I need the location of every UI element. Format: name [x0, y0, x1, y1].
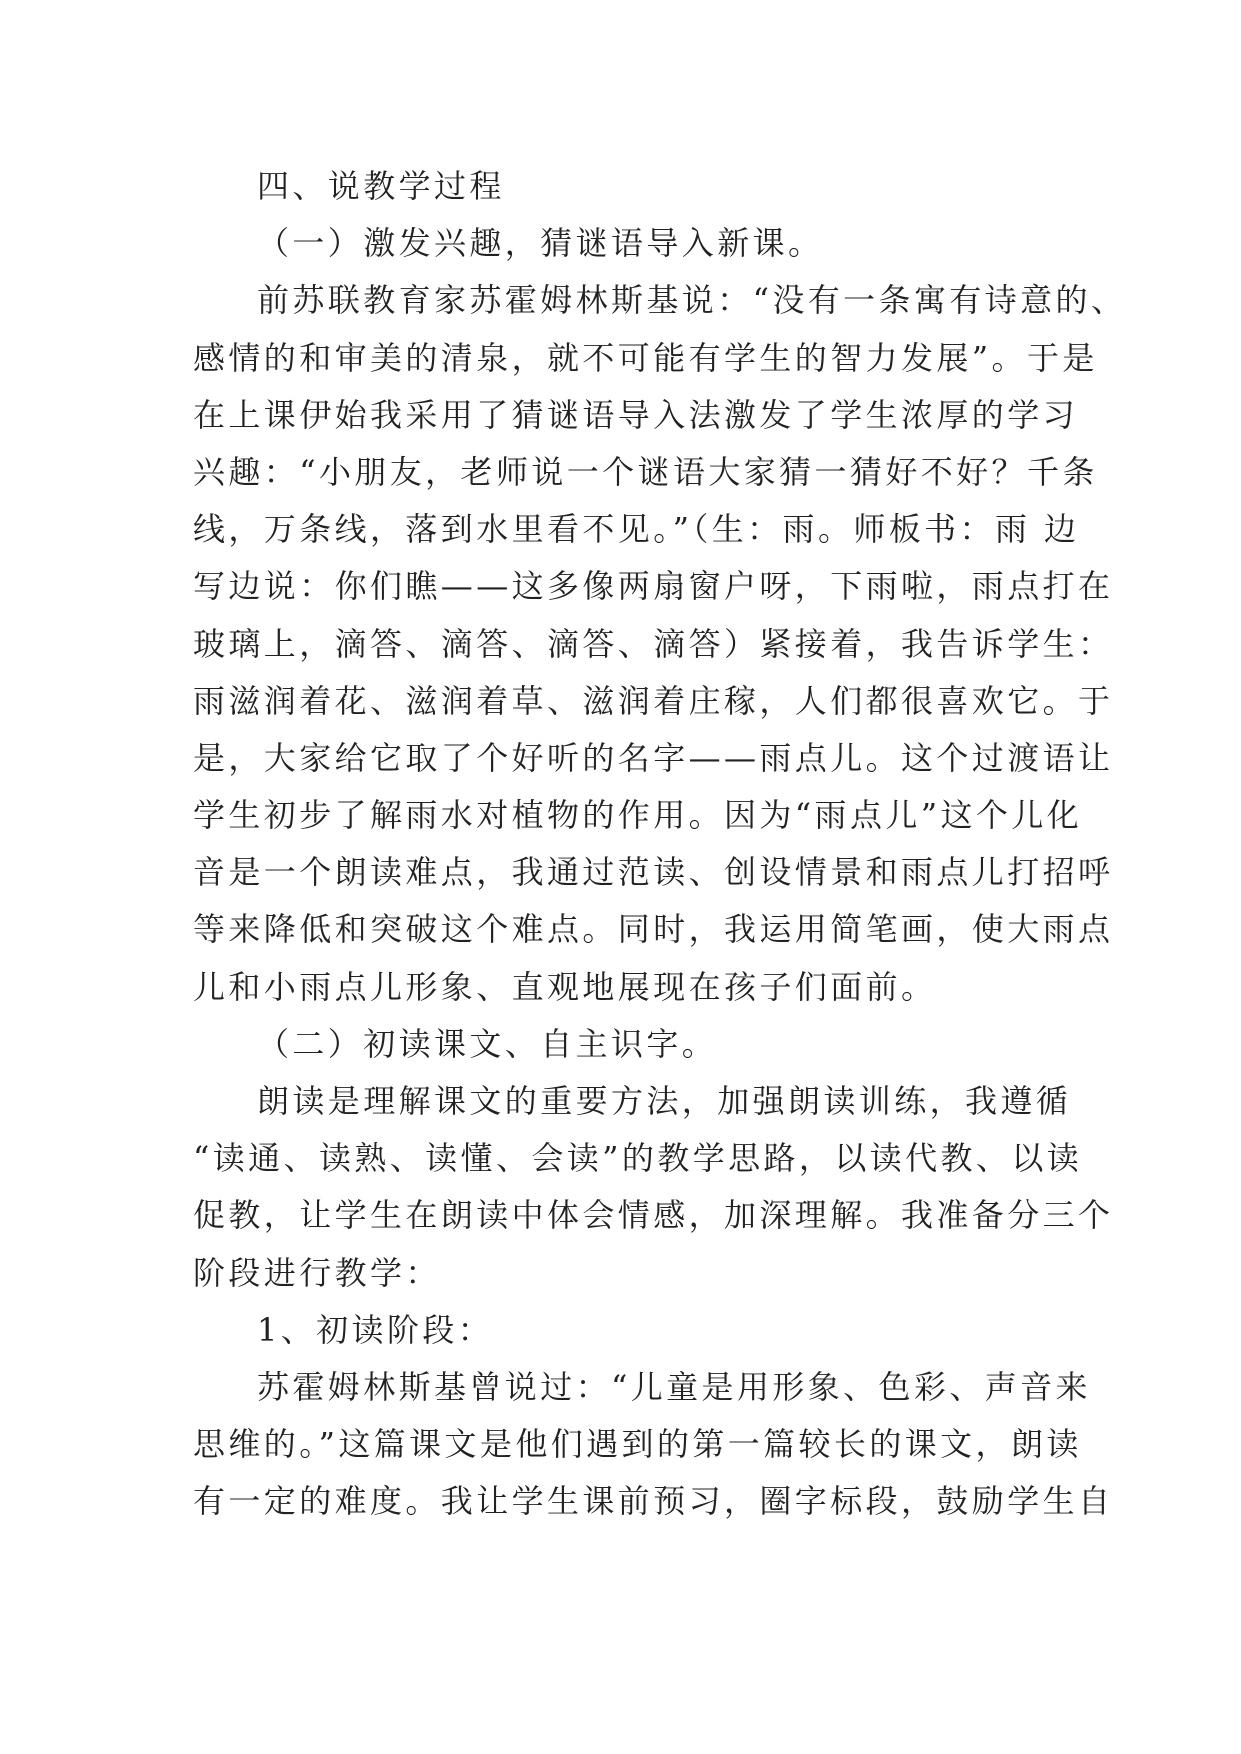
- paragraph-line: 感情的和审美的清泉，就不可能有学生的智力发展”。于是: [193, 338, 1098, 377]
- paragraph-line: 思维的。”这篇课文是他们遇到的第一篇较长的课文，朗读: [193, 1425, 1082, 1464]
- paragraph-line: 兴趣：“小朋友，老师说一个谜语大家猜一猜好不好？千条: [193, 452, 1098, 491]
- paragraph-line: 阶段进行教学：: [193, 1253, 441, 1292]
- paragraph-line: 等来降低和突破这个难点。同时，我运用简笔画，使大雨点: [193, 910, 1114, 949]
- document-body: [193, 158, 1127, 1531]
- paragraph-line: 学生初步了解雨水对植物的作用。因为“雨点儿”这个儿化: [193, 796, 1083, 835]
- paragraph-line: 在上课伊始我采用了猜谜语导入法激发了学生浓厚的学习: [193, 395, 1079, 434]
- paragraph-line: 是，大家给它取了个好听的名字——雨点儿。这个过渡语让: [193, 738, 1114, 777]
- paragraph-line: 促教，让学生在朗读中体会情感，加深理解。我准备分三个: [193, 1196, 1114, 1235]
- paragraph-line: 线，万条线，落到水里看不见。”（生：雨。师板书：雨 边: [193, 510, 1080, 549]
- paragraph-line: “读通、读熟、读懂、会读”的教学思路，以读代教、以读: [193, 1139, 1083, 1178]
- subsection-heading: （一）激发兴趣，猜谜语导入新课。: [257, 224, 824, 263]
- paragraph-line: 玻璃上，滴答、滴答、滴答、滴答）紧接着，我告诉学生：: [193, 624, 1114, 663]
- paragraph-line: 苏霍姆林斯基曾说过：“儿童是用形象、色彩、声音来: [257, 1367, 1091, 1406]
- subsection-heading: （二）初读课文、自主识字。: [257, 1024, 718, 1063]
- paragraph-line: 朗读是理解课文的重要方法，加强朗读训练，我遵循: [257, 1082, 1072, 1120]
- paragraph-line: 有一定的难度。我让学生课前预习，圈字标段，鼓励学生自: [193, 1482, 1114, 1521]
- section-heading: 四、说教学过程: [257, 167, 505, 205]
- paragraph-line: 儿和小雨点儿形象、直观地展现在孩子们面前。: [193, 967, 937, 1006]
- paragraph-line: 音是一个朗读难点，我通过范读、创设情景和雨点儿打招呼: [193, 853, 1114, 892]
- paragraph-line: 前苏联教育家苏霍姆林斯基说：“没有一条寓有诗意的、: [257, 281, 1127, 320]
- paragraph-line: 写边说：你们瞧——这多像两扇窗户呀，下雨啦，雨点打在: [193, 567, 1114, 606]
- list-item-heading: 1、初读阶段：: [257, 1310, 494, 1349]
- paragraph-line: 雨滋润着花、滋润着草、滋润着庄稼，人们都很喜欢它。于: [193, 681, 1114, 720]
